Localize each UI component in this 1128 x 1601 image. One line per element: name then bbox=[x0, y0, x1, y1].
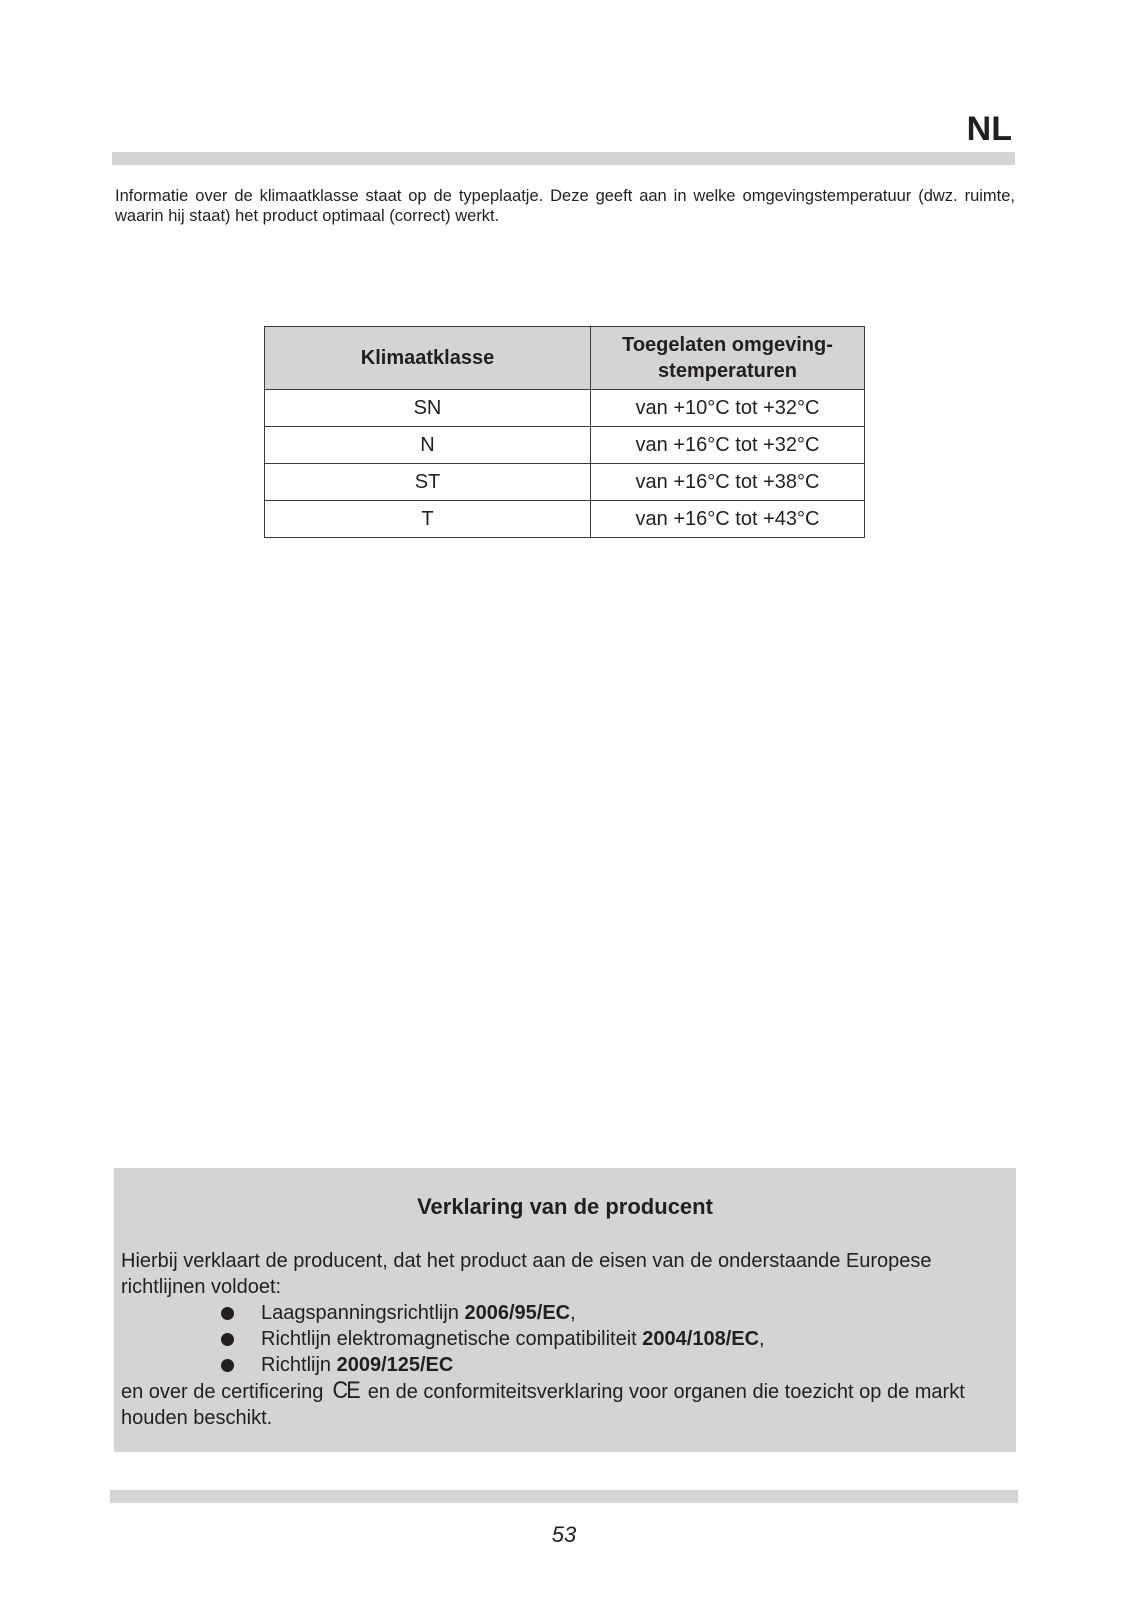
directive-suffix: , bbox=[570, 1302, 576, 1324]
bullet-icon bbox=[221, 1333, 234, 1346]
page-number: 53 bbox=[551, 1522, 577, 1547]
table-row bbox=[265, 390, 865, 427]
climate-class-cell: T bbox=[265, 501, 591, 538]
directive-suffix: , bbox=[759, 1328, 765, 1350]
language-code: NL bbox=[966, 110, 1012, 148]
declaration-body bbox=[121, 1248, 1009, 1431]
column-header-class: Klimaatklasse bbox=[265, 327, 591, 390]
climate-class-table bbox=[264, 326, 865, 538]
declaration-closing bbox=[121, 1378, 1009, 1431]
directive-code: 2009/125/EC bbox=[336, 1354, 454, 1376]
table-header-row bbox=[265, 327, 865, 390]
directive-text: Laagspanningsrichtlijn bbox=[261, 1302, 465, 1324]
column-header-temperature bbox=[591, 327, 865, 390]
table-row bbox=[265, 501, 865, 538]
declaration-title: Verklaring van de producent bbox=[417, 1194, 713, 1219]
directive-text: Richtlijn elektromagnetische compatibiliteit bbox=[261, 1328, 643, 1350]
climate-class-cell: N bbox=[265, 427, 591, 464]
bullet-icon bbox=[221, 1307, 234, 1320]
column-header-temperature-line1: Toegelaten omgeving- bbox=[622, 334, 833, 356]
bullet-icon bbox=[221, 1359, 234, 1372]
declaration-intro: Hierbij verklaart de producent, dat het product aan de eisen van de onderstaande Europese richtlijnen voldoet: bbox=[121, 1250, 932, 1298]
list-item bbox=[121, 1352, 1009, 1378]
directive-code: 2006/95/EC bbox=[464, 1302, 571, 1324]
directive-list bbox=[121, 1300, 1009, 1378]
list-item bbox=[121, 1326, 1009, 1352]
column-header-temperature-line2: stemperaturen bbox=[658, 360, 797, 382]
climate-class-cell: ST bbox=[265, 464, 591, 501]
temperature-range-cell: van +16°C tot +32°C bbox=[591, 427, 865, 464]
header-rule bbox=[112, 152, 1015, 165]
temperature-range-cell: van +16°C tot +43°C bbox=[591, 501, 865, 538]
closing-text-before: en over de certificering bbox=[121, 1381, 329, 1403]
directive-text: Richtlijn bbox=[261, 1354, 337, 1376]
closing-text-after: en de conformiteitsverklaring voor organen die toezicht op de markt houden beschikt. bbox=[121, 1381, 965, 1429]
ce-mark-icon: CE bbox=[332, 1377, 359, 1404]
temperature-range-cell: van +16°C tot +38°C bbox=[591, 464, 865, 501]
list-item bbox=[121, 1300, 1009, 1326]
table-row bbox=[265, 464, 865, 501]
footer-rule bbox=[110, 1490, 1018, 1503]
declaration-box bbox=[114, 1168, 1016, 1452]
climate-class-cell: SN bbox=[265, 390, 591, 427]
directive-code: 2004/108/EC bbox=[642, 1328, 760, 1350]
intro-paragraph: Informatie over de klimaatklasse staat op de typeplaatje. Deze geeft aan in welke omgevingstemperatuur (dwz. ruimte, waarin hij staat) het product optimaal (correct) werkt. bbox=[115, 187, 1015, 225]
table-row bbox=[265, 427, 865, 464]
temperature-range-cell: van +10°C tot +32°C bbox=[591, 390, 865, 427]
